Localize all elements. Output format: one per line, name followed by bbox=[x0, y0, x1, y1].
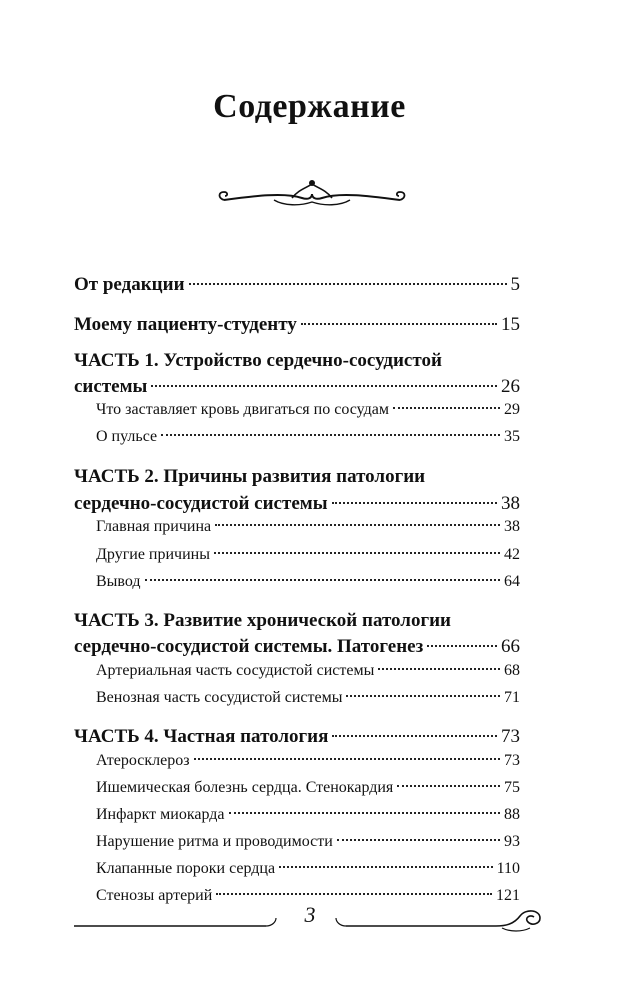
toc-entry-title: Главная причина bbox=[96, 518, 212, 535]
toc-subentry[interactable] bbox=[74, 518, 520, 536]
toc-entry-title: сердечно-сосудистой системы. Патогенез bbox=[74, 636, 424, 657]
toc-entry[interactable] bbox=[74, 636, 520, 658]
page-title: Содержание bbox=[213, 88, 406, 125]
toc-entry-title: Атеросклероз bbox=[96, 752, 190, 769]
dot-leader bbox=[216, 893, 492, 895]
toc-page-number: 15 bbox=[501, 314, 520, 335]
dot-leader bbox=[346, 695, 500, 697]
toc-subentry[interactable] bbox=[74, 806, 520, 824]
toc-entry-title: Ишемическая болезнь сердца. Стенокардия bbox=[96, 779, 394, 796]
toc-subentry[interactable] bbox=[74, 689, 520, 707]
page-number: 3 bbox=[304, 902, 316, 927]
toc-entry-title: О пульсе bbox=[96, 428, 158, 445]
dot-leader bbox=[151, 385, 497, 387]
toc-part-heading: ЧАСТЬ 2. Причины развития патологии bbox=[74, 466, 426, 487]
toc-entry[interactable] bbox=[74, 726, 520, 748]
dot-leader bbox=[332, 735, 497, 737]
toc-page-number: 75 bbox=[504, 779, 520, 796]
toc-page-number: 35 bbox=[504, 428, 520, 445]
toc-subentry[interactable] bbox=[74, 833, 520, 851]
toc-subentry[interactable] bbox=[74, 428, 520, 446]
toc-page-number: 68 bbox=[504, 662, 520, 679]
toc-page-number: 42 bbox=[504, 546, 520, 563]
toc-subentry[interactable] bbox=[74, 752, 520, 770]
toc-subentry[interactable] bbox=[74, 401, 520, 419]
toc-page-number: 110 bbox=[496, 860, 520, 877]
toc-entry-title: Вывод bbox=[96, 573, 141, 590]
toc-entry-title: От редакции bbox=[74, 274, 185, 295]
toc-entry-title: сердечно-сосудистой системы bbox=[74, 493, 328, 514]
toc-entry-title: Венозная часть сосудистой системы bbox=[96, 689, 343, 706]
toc-part-heading: ЧАСТЬ 1. Устройство сердечно-сосудистой bbox=[74, 350, 442, 371]
dot-leader bbox=[279, 866, 493, 868]
dot-leader bbox=[301, 323, 497, 325]
dot-leader bbox=[427, 645, 497, 647]
dot-leader bbox=[161, 434, 500, 436]
toc-entry-title: Клапанные пороки сердца bbox=[96, 860, 276, 877]
toc-subentry[interactable] bbox=[74, 546, 520, 564]
toc-page-number: 26 bbox=[501, 376, 520, 397]
dot-leader bbox=[145, 579, 500, 581]
toc-entry[interactable] bbox=[74, 493, 520, 515]
toc-entry[interactable] bbox=[74, 274, 520, 296]
toc-page-number: 71 bbox=[504, 689, 520, 706]
toc-entry-title: Что заставляет кровь двигаться по сосудам bbox=[96, 401, 389, 418]
toc-entry-title: Инфаркт миокарда bbox=[96, 806, 225, 823]
toc-page-number: 66 bbox=[501, 636, 520, 657]
dot-leader bbox=[215, 524, 500, 526]
toc-subentry[interactable] bbox=[74, 860, 520, 878]
toc-page-number: 64 bbox=[504, 573, 520, 590]
toc-entry[interactable] bbox=[74, 314, 520, 336]
toc-page-number: 29 bbox=[504, 401, 520, 418]
toc-entry-title: системы bbox=[74, 376, 148, 397]
toc-subentry[interactable] bbox=[74, 662, 520, 680]
dot-leader bbox=[397, 785, 500, 787]
toc-page-number: 73 bbox=[504, 752, 520, 769]
dot-leader bbox=[337, 839, 500, 841]
toc-page-number: 73 bbox=[501, 726, 520, 747]
toc-entry-title: Стенозы артерий bbox=[96, 887, 213, 904]
toc-page-number: 38 bbox=[501, 493, 520, 514]
toc-page-number: 88 bbox=[504, 806, 520, 823]
toc-page-number: 121 bbox=[496, 887, 520, 904]
ornament-divider bbox=[214, 178, 410, 212]
toc-part-heading: ЧАСТЬ 3. Развитие хронической патологии bbox=[74, 610, 451, 631]
toc-entry[interactable] bbox=[74, 376, 520, 398]
dot-leader bbox=[189, 283, 507, 285]
toc-page-number: 93 bbox=[504, 833, 520, 850]
dot-leader bbox=[332, 502, 497, 504]
dot-leader bbox=[378, 668, 500, 670]
toc-subentry[interactable] bbox=[74, 779, 520, 797]
toc-entry-title: Другие причины bbox=[96, 546, 210, 563]
dot-leader bbox=[229, 812, 501, 814]
toc-entry-title: ЧАСТЬ 4. Частная патология bbox=[74, 726, 329, 747]
dot-leader bbox=[393, 407, 500, 409]
toc-entry-title: Артериальная часть сосудистой системы bbox=[96, 662, 375, 679]
toc-subentry[interactable] bbox=[74, 573, 520, 591]
toc-page-number: 38 bbox=[504, 518, 520, 535]
toc-entry-title: Моему пациенту-студенту bbox=[74, 314, 297, 335]
toc-page-number: 5 bbox=[510, 274, 520, 295]
dot-leader bbox=[194, 758, 500, 760]
dot-leader bbox=[214, 552, 500, 554]
toc-entry-title: Нарушение ритма и проводимости bbox=[96, 833, 333, 850]
